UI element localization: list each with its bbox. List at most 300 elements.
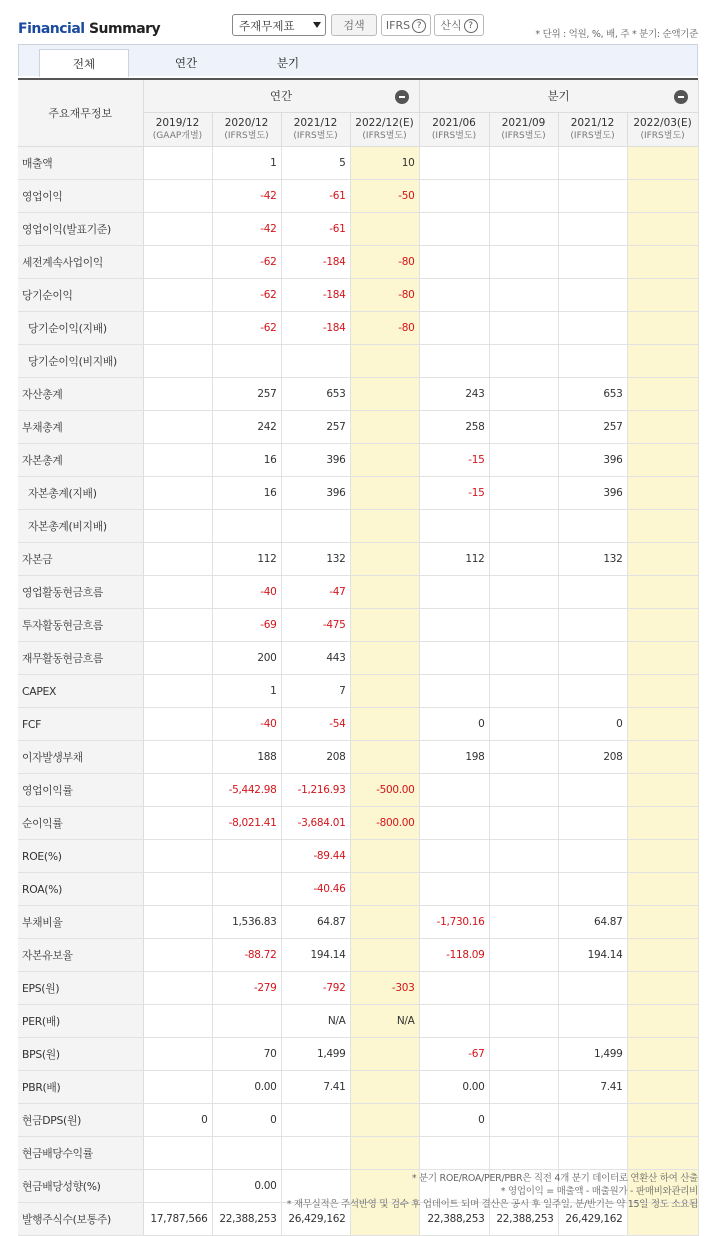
footnote: * 재무실적은 주석반영 및 검수 후 업데이트 되며 결산은 공시 후 일주일, 분/반기는 약 15일 정도 소요됨 bbox=[286, 1199, 698, 1210]
row-label: 영업이익 bbox=[18, 180, 143, 213]
table-cell bbox=[350, 345, 419, 378]
table-cell: -47 bbox=[281, 576, 350, 609]
table-cell bbox=[281, 345, 350, 378]
table-row bbox=[18, 543, 698, 576]
table-cell bbox=[627, 1104, 698, 1137]
table-cell bbox=[143, 279, 212, 312]
table-row bbox=[18, 246, 698, 279]
table-cell bbox=[143, 873, 212, 906]
table-cell: -184 bbox=[281, 246, 350, 279]
row-label: 순이익률 bbox=[18, 807, 143, 840]
row-label: 현금배당성향(%) bbox=[18, 1170, 143, 1203]
table-cell: -15 bbox=[419, 477, 489, 510]
ifrs-help-button[interactable] bbox=[381, 14, 431, 36]
table-cell bbox=[558, 774, 627, 807]
table-cell bbox=[627, 345, 698, 378]
table-cell bbox=[143, 246, 212, 279]
collapse-minus-icon[interactable] bbox=[395, 90, 409, 104]
table-cell bbox=[489, 147, 558, 180]
table-cell: 22,388,253 bbox=[489, 1203, 558, 1236]
table-cell: -303 bbox=[350, 972, 419, 1005]
table-cell bbox=[627, 774, 698, 807]
table-cell bbox=[558, 972, 627, 1005]
table-cell: -88.72 bbox=[212, 939, 281, 972]
table-cell: -184 bbox=[281, 279, 350, 312]
table-cell bbox=[419, 675, 489, 708]
table-cell: 0.00 bbox=[419, 1071, 489, 1104]
table-cell bbox=[558, 675, 627, 708]
table-cell: 64.87 bbox=[558, 906, 627, 939]
table-cell bbox=[212, 510, 281, 543]
table-cell bbox=[143, 1170, 212, 1203]
column-basis: (IFRS별도) bbox=[640, 130, 685, 141]
table-cell: 132 bbox=[281, 543, 350, 576]
table-cell bbox=[281, 1104, 350, 1137]
table-cell bbox=[627, 741, 698, 774]
row-label: 부채총계 bbox=[18, 411, 143, 444]
column-basis: (IFRS별도) bbox=[570, 130, 615, 141]
table-cell bbox=[419, 972, 489, 1005]
row-label: 자산총계 bbox=[18, 378, 143, 411]
statement-type-select[interactable] bbox=[232, 14, 326, 36]
table-cell bbox=[627, 576, 698, 609]
table-row bbox=[18, 312, 698, 345]
title-financial: Financial bbox=[18, 21, 85, 37]
row-label: 이자발생부채 bbox=[18, 741, 143, 774]
footnote: * 영업이익 = 매출액 - 매출원가 - 판매비와관리비 bbox=[500, 1186, 698, 1197]
table-cell bbox=[489, 774, 558, 807]
table-cell bbox=[627, 312, 698, 345]
table-cell bbox=[627, 279, 698, 312]
table-cell: 22,388,253 bbox=[419, 1203, 489, 1236]
table-cell bbox=[350, 642, 419, 675]
table-cell bbox=[419, 312, 489, 345]
table-cell: -62 bbox=[212, 279, 281, 312]
unit-note: * 단위 : 억원, %, 배, 주 * 분기: 순액기준 bbox=[535, 29, 698, 40]
table-cell bbox=[489, 741, 558, 774]
table-cell bbox=[143, 543, 212, 576]
table-cell: 188 bbox=[212, 741, 281, 774]
column-basis: (IFRS별도) bbox=[224, 130, 269, 141]
table-cell bbox=[489, 510, 558, 543]
table-cell bbox=[419, 510, 489, 543]
table-cell: 7.41 bbox=[558, 1071, 627, 1104]
row-label: ROA(%) bbox=[18, 873, 143, 906]
table-cell bbox=[143, 774, 212, 807]
row-label: BPS(원) bbox=[18, 1038, 143, 1071]
table-cell bbox=[558, 312, 627, 345]
table-cell bbox=[143, 576, 212, 609]
table-cell: -5,442.98 bbox=[212, 774, 281, 807]
table-cell: 243 bbox=[419, 378, 489, 411]
table-cell: 0.00 bbox=[212, 1071, 281, 1104]
column-basis: (IFRS별도) bbox=[293, 130, 338, 141]
table-cell bbox=[627, 477, 698, 510]
column-basis: (GAAP개별) bbox=[152, 130, 203, 141]
table-cell bbox=[489, 444, 558, 477]
table-cell bbox=[627, 246, 698, 279]
table-row bbox=[18, 345, 698, 378]
table-cell: -800.00 bbox=[350, 807, 419, 840]
table-cell bbox=[419, 147, 489, 180]
table-cell bbox=[627, 510, 698, 543]
column-period: 2021/12 bbox=[293, 116, 338, 129]
table-cell bbox=[212, 873, 281, 906]
table-cell bbox=[143, 609, 212, 642]
table-cell: -42 bbox=[212, 180, 281, 213]
collapse-minus-icon[interactable] bbox=[674, 90, 688, 104]
table-cell bbox=[627, 378, 698, 411]
row-label: 현금배당수익률 bbox=[18, 1137, 143, 1170]
footnote: * 분기 ROE/ROA/PER/PBR은 직전 4개 분기 데이터로 연환산 하여 산출 bbox=[411, 1173, 698, 1184]
table-cell: 242 bbox=[212, 411, 281, 444]
table-cell bbox=[558, 510, 627, 543]
column-period: 2022/03(E) bbox=[633, 116, 692, 129]
row-label: PER(배) bbox=[18, 1005, 143, 1038]
table-cell bbox=[419, 1137, 489, 1170]
tab-all[interactable]: 전체 bbox=[39, 49, 129, 77]
table-cell bbox=[489, 1005, 558, 1038]
column-basis: (IFRS별도) bbox=[501, 130, 546, 141]
table-row bbox=[18, 576, 698, 609]
table-cell: 16 bbox=[212, 444, 281, 477]
table-cell bbox=[350, 609, 419, 642]
table-cell bbox=[558, 840, 627, 873]
footnotes bbox=[287, 1172, 698, 1211]
table-cell: -61 bbox=[281, 180, 350, 213]
table-cell: -40.46 bbox=[281, 873, 350, 906]
table-cell bbox=[489, 312, 558, 345]
table-cell: 208 bbox=[281, 741, 350, 774]
table-cell bbox=[489, 477, 558, 510]
table-cell: -1,730.16 bbox=[419, 906, 489, 939]
table-cell: 1 bbox=[212, 675, 281, 708]
table-cell: 200 bbox=[212, 642, 281, 675]
table-cell bbox=[489, 840, 558, 873]
table-cell bbox=[627, 1038, 698, 1071]
table-cell bbox=[489, 378, 558, 411]
table-cell bbox=[627, 411, 698, 444]
table-cell: -475 bbox=[281, 609, 350, 642]
column-header bbox=[212, 113, 281, 147]
table-cell bbox=[627, 180, 698, 213]
financial-summary-table bbox=[18, 80, 699, 1236]
table-cell: -3,684.01 bbox=[281, 807, 350, 840]
table-row bbox=[18, 1038, 698, 1071]
table-cell: 112 bbox=[212, 543, 281, 576]
group-annual-header bbox=[143, 80, 419, 113]
table-cell bbox=[143, 675, 212, 708]
table-cell bbox=[489, 939, 558, 972]
column-header bbox=[489, 113, 558, 147]
table-cell bbox=[419, 774, 489, 807]
table-cell bbox=[627, 1071, 698, 1104]
table-cell bbox=[350, 873, 419, 906]
table-cell bbox=[489, 543, 558, 576]
table-cell bbox=[350, 477, 419, 510]
table-cell: 0 bbox=[143, 1104, 212, 1137]
table-cell: 443 bbox=[281, 642, 350, 675]
table-cell bbox=[627, 906, 698, 939]
table-cell bbox=[627, 1005, 698, 1038]
table-row bbox=[18, 1104, 698, 1137]
table-cell bbox=[558, 807, 627, 840]
table-cell bbox=[143, 477, 212, 510]
table-cell bbox=[558, 279, 627, 312]
group-annual-label: 연간 bbox=[269, 89, 293, 103]
tab-quarter[interactable]: 분기 bbox=[276, 56, 300, 70]
table-cell: -54 bbox=[281, 708, 350, 741]
table-row bbox=[18, 444, 698, 477]
table-cell: 1,499 bbox=[558, 1038, 627, 1071]
row-label: PBR(배) bbox=[18, 1071, 143, 1104]
column-period: 2019/12 bbox=[155, 116, 200, 129]
table-row bbox=[18, 279, 698, 312]
table-cell: 22,388,253 bbox=[212, 1203, 281, 1236]
table-cell: 0 bbox=[558, 708, 627, 741]
table-cell: 653 bbox=[281, 378, 350, 411]
table-cell: 257 bbox=[558, 411, 627, 444]
table-cell: 396 bbox=[558, 444, 627, 477]
table-cell bbox=[281, 510, 350, 543]
column-basis: (IFRS별도) bbox=[362, 130, 407, 141]
row-label: 영업활동현금흐름 bbox=[18, 576, 143, 609]
tab-annual[interactable]: 연간 bbox=[174, 56, 198, 70]
table-cell: 1,499 bbox=[281, 1038, 350, 1071]
table-cell: 70 bbox=[212, 1038, 281, 1071]
table-cell bbox=[419, 180, 489, 213]
question-icon: ? bbox=[412, 19, 426, 33]
table-cell bbox=[627, 873, 698, 906]
table-cell bbox=[627, 939, 698, 972]
table-cell bbox=[558, 180, 627, 213]
column-header bbox=[350, 113, 419, 147]
table-cell bbox=[212, 840, 281, 873]
table-cell bbox=[558, 873, 627, 906]
table-cell bbox=[627, 675, 698, 708]
table-cell bbox=[558, 213, 627, 246]
row-label: CAPEX bbox=[18, 675, 143, 708]
table-row bbox=[18, 642, 698, 675]
table-cell bbox=[350, 444, 419, 477]
table-cell: 112 bbox=[419, 543, 489, 576]
table-cell: -500.00 bbox=[350, 774, 419, 807]
row-label: 부채비율 bbox=[18, 906, 143, 939]
table-cell bbox=[489, 609, 558, 642]
corner-header: 주요재무정보 bbox=[18, 80, 143, 147]
ifrs-label: IFRS bbox=[385, 19, 411, 32]
formula-help-button[interactable] bbox=[434, 14, 484, 36]
table-row bbox=[18, 972, 698, 1005]
table-cell: 396 bbox=[558, 477, 627, 510]
column-header bbox=[281, 113, 350, 147]
row-label: 영업이익(발표기준) bbox=[18, 213, 143, 246]
table-cell bbox=[143, 411, 212, 444]
table-cell bbox=[419, 213, 489, 246]
header-bar bbox=[0, 0, 708, 44]
row-label: 투자활동현금흐름 bbox=[18, 609, 143, 642]
table-cell bbox=[489, 642, 558, 675]
table-cell bbox=[489, 180, 558, 213]
row-label: 재무활동현금흐름 bbox=[18, 642, 143, 675]
row-label: 당기순이익(지배) bbox=[18, 312, 143, 345]
table-cell bbox=[419, 807, 489, 840]
row-label: 자본총계 bbox=[18, 444, 143, 477]
table-cell: 5 bbox=[281, 147, 350, 180]
table-cell bbox=[558, 1005, 627, 1038]
table-cell bbox=[350, 939, 419, 972]
table-cell: -279 bbox=[212, 972, 281, 1005]
table-cell bbox=[143, 444, 212, 477]
table-cell bbox=[627, 213, 698, 246]
table-cell: 7 bbox=[281, 675, 350, 708]
table-cell: 64.87 bbox=[281, 906, 350, 939]
table-cell: -80 bbox=[350, 246, 419, 279]
table-cell bbox=[143, 1137, 212, 1170]
search-button[interactable]: 검색 bbox=[331, 14, 377, 36]
table-row bbox=[18, 675, 698, 708]
table-row bbox=[18, 906, 698, 939]
table-cell: 257 bbox=[281, 411, 350, 444]
table-cell: -42 bbox=[212, 213, 281, 246]
row-label: EPS(원) bbox=[18, 972, 143, 1005]
table-cell: 194.14 bbox=[281, 939, 350, 972]
table-row bbox=[18, 411, 698, 444]
table-cell: 396 bbox=[281, 444, 350, 477]
table-cell bbox=[212, 1005, 281, 1038]
table-cell bbox=[489, 1038, 558, 1071]
table-cell bbox=[558, 246, 627, 279]
table-cell: -40 bbox=[212, 576, 281, 609]
table-cell bbox=[350, 906, 419, 939]
table-cell bbox=[627, 1137, 698, 1170]
table-cell: 198 bbox=[419, 741, 489, 774]
column-header bbox=[419, 113, 489, 147]
row-label: 자본유보율 bbox=[18, 939, 143, 972]
table-row bbox=[18, 477, 698, 510]
table-cell bbox=[489, 345, 558, 378]
table-row bbox=[18, 378, 698, 411]
table-cell: -62 bbox=[212, 312, 281, 345]
table-cell bbox=[143, 1005, 212, 1038]
table-cell bbox=[489, 675, 558, 708]
table-cell: -15 bbox=[419, 444, 489, 477]
table-cell bbox=[143, 510, 212, 543]
table-cell bbox=[627, 972, 698, 1005]
statement-type-value: 주재무제표 bbox=[239, 19, 295, 33]
table-cell: -118.09 bbox=[419, 939, 489, 972]
table-cell: 396 bbox=[281, 477, 350, 510]
table-cell bbox=[143, 807, 212, 840]
table-cell bbox=[350, 1071, 419, 1104]
table-cell bbox=[419, 279, 489, 312]
row-label: 당기순이익(비지배) bbox=[18, 345, 143, 378]
table-cell bbox=[419, 246, 489, 279]
table-cell bbox=[489, 246, 558, 279]
table-cell bbox=[419, 1005, 489, 1038]
table-row bbox=[18, 741, 698, 774]
table-cell bbox=[143, 708, 212, 741]
table-cell bbox=[143, 1071, 212, 1104]
row-label: 현금DPS(원) bbox=[18, 1104, 143, 1137]
question-icon: ? bbox=[464, 19, 478, 33]
table-cell bbox=[419, 873, 489, 906]
table-cell bbox=[281, 1137, 350, 1170]
row-label: 세전계속사업이익 bbox=[18, 246, 143, 279]
period-tabs bbox=[18, 44, 698, 76]
table-row bbox=[18, 774, 698, 807]
table-cell: 258 bbox=[419, 411, 489, 444]
table-cell: 0 bbox=[419, 708, 489, 741]
table-cell: 0 bbox=[419, 1104, 489, 1137]
table-cell bbox=[143, 741, 212, 774]
table-cell bbox=[143, 972, 212, 1005]
table-row bbox=[18, 1071, 698, 1104]
table-cell: N/A bbox=[350, 1005, 419, 1038]
table-row bbox=[18, 708, 698, 741]
table-cell bbox=[143, 378, 212, 411]
column-period: 2021/12 bbox=[570, 116, 615, 129]
table-cell bbox=[627, 642, 698, 675]
table-row bbox=[18, 510, 698, 543]
table-cell: -40 bbox=[212, 708, 281, 741]
table-cell: -89.44 bbox=[281, 840, 350, 873]
table-row bbox=[18, 213, 698, 246]
row-label: 자본총계(지배) bbox=[18, 477, 143, 510]
table-cell bbox=[350, 741, 419, 774]
table-cell: -61 bbox=[281, 213, 350, 246]
page-title bbox=[18, 21, 160, 37]
table-cell bbox=[143, 180, 212, 213]
group-quarter-label: 분기 bbox=[547, 89, 570, 103]
table-cell: 1,536.83 bbox=[212, 906, 281, 939]
table-cell bbox=[627, 444, 698, 477]
table-cell bbox=[350, 1137, 419, 1170]
table-cell: 208 bbox=[558, 741, 627, 774]
table-cell: 0.00 bbox=[212, 1170, 281, 1203]
table-cell bbox=[489, 972, 558, 1005]
row-label: FCF bbox=[18, 708, 143, 741]
column-period: 2021/06 bbox=[432, 116, 476, 129]
column-period: 2021/09 bbox=[501, 116, 546, 129]
table-cell: 257 bbox=[212, 378, 281, 411]
table-cell bbox=[350, 378, 419, 411]
table-cell bbox=[350, 840, 419, 873]
row-label: ROE(%) bbox=[18, 840, 143, 873]
table-cell bbox=[143, 312, 212, 345]
table-cell bbox=[350, 213, 419, 246]
table-cell bbox=[489, 906, 558, 939]
table-cell bbox=[212, 1137, 281, 1170]
table-cell: -50 bbox=[350, 180, 419, 213]
table-cell bbox=[558, 147, 627, 180]
table-cell: -80 bbox=[350, 279, 419, 312]
table-cell bbox=[350, 1104, 419, 1137]
table-cell bbox=[350, 1038, 419, 1071]
table-row bbox=[18, 873, 698, 906]
table-cell: -184 bbox=[281, 312, 350, 345]
column-period: 2022/12(E) bbox=[355, 116, 414, 129]
table-row bbox=[18, 1005, 698, 1038]
table-cell bbox=[143, 906, 212, 939]
column-header bbox=[627, 113, 698, 147]
table-cell: 194.14 bbox=[558, 939, 627, 972]
table-cell: -792 bbox=[281, 972, 350, 1005]
table-cell: -80 bbox=[350, 312, 419, 345]
row-label: 당기순이익 bbox=[18, 279, 143, 312]
table-cell bbox=[627, 609, 698, 642]
table-cell bbox=[419, 576, 489, 609]
